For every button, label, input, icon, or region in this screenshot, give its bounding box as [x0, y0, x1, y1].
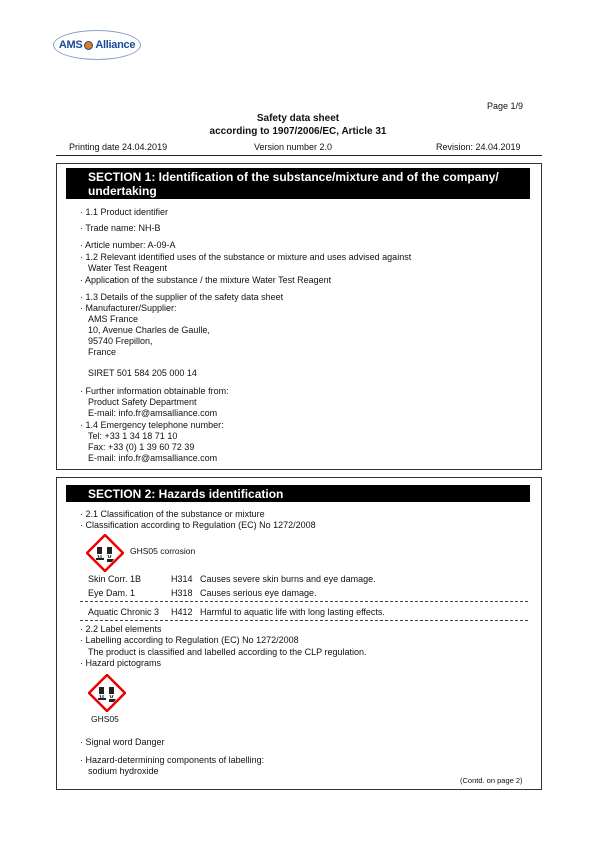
s1-line: SIRET 501 584 205 000 14 — [88, 368, 197, 378]
separator — [80, 601, 528, 602]
s2-line: · Hazard-determining components of labelling: — [80, 755, 265, 765]
s1-line: · Further information obtainable from: — [80, 386, 229, 396]
s1-line: E-mail: info.fr@amsalliance.com — [88, 453, 218, 463]
hazard-statement: Harmful to aquatic life with long lasting effects. — [200, 607, 385, 617]
s1-line: · 1.1 Product identifier — [80, 207, 169, 217]
pictogram-label: GHS05 — [91, 714, 119, 724]
section1-heading: SECTION 1: Identification of the substance/mixture and of the company/ undertaking — [66, 168, 530, 199]
document-title: Safety data sheet — [256, 113, 340, 124]
revision-date: Revision: 24.04.2019 — [436, 142, 521, 152]
s1-line: · 1.3 Details of the supplier of the safety data sheet — [80, 292, 284, 302]
logo-text-left: AMS — [58, 39, 83, 51]
s1-line: E-mail: info.fr@amsalliance.com — [88, 408, 218, 418]
s1-line: France — [88, 347, 117, 357]
s1-line: 10, Avenue Charles de Gaulle, — [88, 325, 210, 335]
s1-line: Fax: +33 (0) 1 39 60 72 39 — [88, 442, 195, 452]
s1-line: AMS France — [88, 314, 139, 324]
version-number: Version number 2.0 — [254, 142, 333, 152]
pictogram-label: GHS05 corrosion — [130, 546, 196, 556]
s1-line: 95740 Frepillon, — [88, 336, 153, 346]
s1-line: · Application of the substance / the mixture Water Test Reagent — [80, 275, 332, 285]
document-subtitle: according to 1907/2006/EC, Article 31 — [209, 126, 387, 137]
s2-line: · 2.1 Classification of the substance or mixture — [80, 509, 265, 519]
hazard-class: Aquatic Chronic 3 — [88, 607, 160, 617]
page-number: Page 1/9 — [487, 101, 524, 111]
s1-line: Water Test Reagent — [88, 263, 168, 273]
corrosion-pictogram-icon — [88, 674, 126, 712]
s2-line: · Hazard pictograms — [80, 658, 162, 668]
logo-text-right: Alliance — [95, 39, 136, 51]
corrosion-pictogram-icon — [86, 534, 124, 572]
hazard-class: Eye Dam. 1 — [88, 588, 136, 598]
printing-date: Printing date 24.04.2019 — [69, 142, 168, 152]
s2-line: · 2.2 Label elements — [80, 624, 162, 634]
s1-line: Product Safety Department — [88, 397, 197, 407]
s2-line: sodium hydroxide — [88, 766, 159, 776]
s1-line: · 1.2 Relevant identified uses of the substance or mixture and uses advised against — [80, 252, 412, 262]
hazard-statement: Causes serious eye damage. — [200, 588, 317, 598]
hazard-class: Skin Corr. 1B — [88, 574, 142, 584]
s1-line: · 1.4 Emergency telephone number: — [80, 420, 224, 430]
s2-line: · Labelling according to Regulation (EC) No 1272/2008 — [80, 635, 299, 645]
header-divider — [56, 155, 542, 156]
ams-alliance-logo — [53, 30, 141, 60]
s1-line: Tel: +33 1 34 18 71 10 — [88, 431, 178, 441]
s1-line: · Manufacturer/Supplier: — [80, 303, 177, 313]
continued-note: (Contd. on page 2) — [460, 776, 523, 785]
hazard-code: H412 — [171, 607, 193, 617]
hazard-statement: Causes severe skin burns and eye damage. — [200, 574, 376, 584]
s2-line: · Signal word Danger — [80, 737, 165, 747]
s1-line: · Article number: A-09-A — [80, 240, 176, 250]
s2-line: The product is classified and labelled according to the CLP regulation. — [88, 647, 367, 657]
separator — [80, 620, 528, 621]
hazard-code: H314 — [171, 574, 193, 584]
section2-heading: SECTION 2: Hazards identification — [66, 485, 530, 502]
s1-line: · Trade name: NH-B — [80, 223, 161, 233]
s2-line: · Classification according to Regulation (EC) No 1272/2008 — [80, 520, 316, 530]
logo-globe-icon — [84, 41, 93, 50]
hazard-code: H318 — [171, 588, 193, 598]
